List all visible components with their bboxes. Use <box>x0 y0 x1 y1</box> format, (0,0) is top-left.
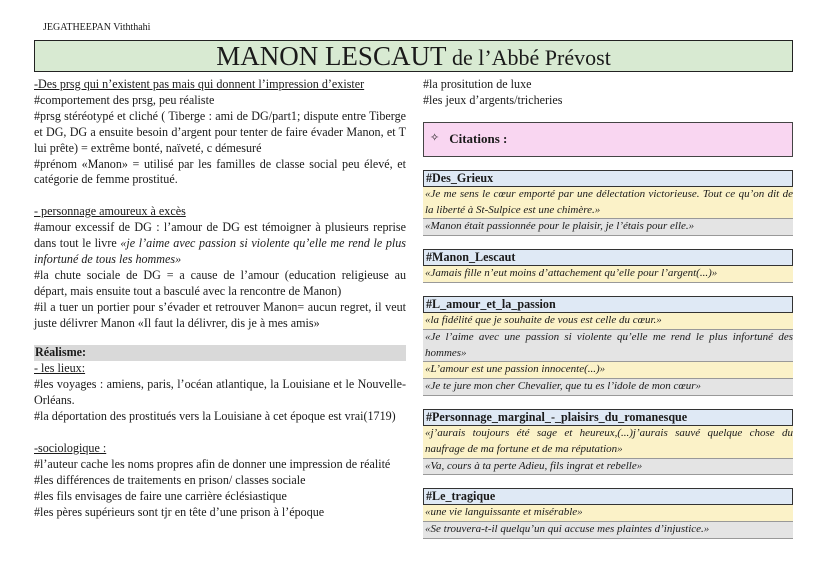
subheading: -sociologique : <box>34 440 107 455</box>
diamond-bullet-icon: ✧ <box>430 132 440 145</box>
citation-section-heading: #Personnage_marginal_-_plaisirs_du_romanesque <box>423 409 793 426</box>
citation-quote: «Je te jure mon cher Chevalier, que tu es l’idole de mon cœur» <box>423 379 793 396</box>
citation-quote: «j’aurais toujours été sage et heureux,(...)j’aurais sauvé quelque chose du naufrage de ma fortune et de ma réputation» <box>423 426 793 459</box>
paragraph: #les fils envisages de faire une carrière éclésiastique <box>34 488 287 503</box>
paragraph <box>34 220 406 268</box>
paragraph: #prénom «Manon» = utilisé par les familles de classe social peu élevé, et catégorie de femme prostitué. <box>34 156 406 187</box>
paragraph: #les voyages : amiens, paris, l’océan atlantique, la Louisiane et le Nouvelle-Orléans. <box>34 377 406 408</box>
citation-quote: «Se trouvera-t-il quelqu’un qui accuse mes plaintes d’injustice.» <box>423 522 793 539</box>
paragraph: #prsg stéréotypé et cliché ( Tiberge : ami de DG/part1; dispute entre Tiberge et DG, DG a ensuite besoin d’argent pour tenter de faire évader Manon, et T lui prête) = extrême bonté, naïveté, c démesuré <box>34 108 406 155</box>
paragraph: #la déportation des prostitués vers la Louisiane à cet époque est vrai(1719) <box>34 409 396 424</box>
citation-sections <box>423 170 793 539</box>
citation-quote: «L’amour est une passion innocente(...)» <box>423 362 793 379</box>
citation-quote: «Va, cours à ta perte Adieu, fils ingrat et rebelle» <box>423 459 793 476</box>
inline-quote: «je l’aime avec passion si violente qu’elle me rend le plus infortuné de tous les hommes» <box>34 236 406 266</box>
paragraph: #les différences de traitements en prison/ classes sociale <box>34 472 306 487</box>
citation-section-heading: #Le_tragique <box>423 488 793 505</box>
left-column <box>34 77 406 520</box>
citation-section-heading: #L_amour_et_la_passion <box>423 296 793 313</box>
citation-section-heading: #Des_Grieux <box>423 170 793 187</box>
page-title <box>34 40 793 72</box>
paragraph-text: #amour excessif de DG : l’amour de DG est témoigner à plusieurs reprise dans tout le livre <box>34 220 406 251</box>
paragraph: #la prositution de luxe <box>423 77 532 91</box>
citations-header <box>423 122 793 157</box>
citation-quote: «Jamais fille n’eut moins d’attachement qu’elle pour l’argent(...)» <box>423 266 793 283</box>
paragraph: #les jeux d’argents/tricheries <box>423 92 563 107</box>
paragraph: #il a tuer un portier pour s’évader et retrouver Manon= aucun regret, il veut juste délivrer Manon «Il faut la délivrer, dis je à mes amis» <box>34 299 406 330</box>
realisme-heading: Réalisme: <box>34 345 406 361</box>
author-name: JEGATHEEPAN Viththahi <box>43 22 151 33</box>
title-main: MANON LESCAUT <box>216 41 447 71</box>
title-rest: de l’Abbé Prévost <box>446 45 611 70</box>
paragraph: #les pères supérieurs sont tjr en tête d’une prison à l’époque <box>34 504 325 519</box>
citation-section <box>423 249 793 283</box>
citation-quote: «Je l’aime avec une passion si violente qu’elle me rend le plus infortuné des hommes» <box>423 330 793 363</box>
paragraph: #comportement des prsg, peu réaliste <box>34 92 215 107</box>
citation-quote: «une vie languissante et misérable» <box>423 505 793 522</box>
citations-label: Citations : <box>449 131 508 147</box>
citation-quote: «Manon était passionnée pour le plaisir, je l’étais pour elle.» <box>423 219 793 236</box>
paragraph: #l’auteur cache les noms propres afin de donner une impression de réalité <box>34 456 391 471</box>
paragraph: #la chute sociale de DG = a cause de l’amour (education religieuse au départ, mais ensuite tout a basculé avec la rencontre de Manon) <box>34 267 406 298</box>
citation-quote: «Je me sens le cœur emporté par une délectation victorieuse. Tout ce qu’on dit de la liberté à St-Sulpice est une chimère.» <box>423 187 793 220</box>
right-column <box>423 77 793 539</box>
subheading: - personnage amoureux à excès <box>34 204 186 219</box>
citation-section <box>423 296 793 396</box>
citation-section <box>423 488 793 539</box>
subheading: - les lieux: <box>34 361 86 376</box>
citation-quote: «la fidélité que je souhaite de vous est celle du cœur.» <box>423 313 793 330</box>
citation-section <box>423 409 793 475</box>
paragraph: -Des prsg qui n’existent pas mais qui donnent l’impression d’exister <box>34 77 365 91</box>
citation-section <box>423 170 793 236</box>
citation-section-heading: #Manon_Lescaut <box>423 249 793 266</box>
